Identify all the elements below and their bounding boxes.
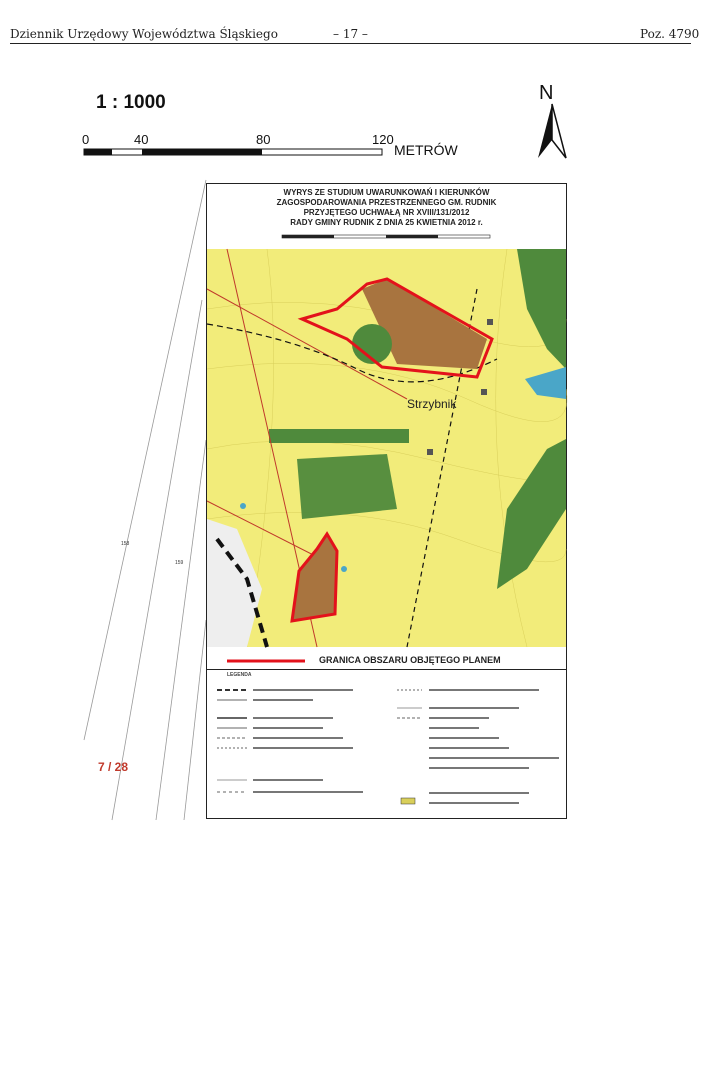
page-reference: 7 / 28	[98, 760, 129, 774]
scale-tick-0: 0	[82, 132, 90, 147]
panel-title-line-4: RADY GMINY RUDNIK Z DNIA 25 KWIETNIA 2012 r.	[290, 218, 483, 227]
boundary-legend-label: GRANICA OBSZARU OBJĘTEGO PLANEM	[319, 655, 501, 665]
panel-mini-scale	[282, 234, 492, 240]
header-page-number: – 17 –	[333, 27, 368, 41]
scale-bar	[84, 148, 384, 158]
study-extract-panel	[206, 183, 567, 819]
forest-block	[297, 454, 397, 519]
boundary-legend-sample	[227, 658, 307, 664]
scale-tick-80: 80	[256, 132, 271, 147]
monument-marker-2	[481, 389, 487, 395]
panel-title-line-2: ZAGOSPODAROWANIA PRZESTRZENNEGO GM. RUDNIK	[276, 198, 497, 207]
scale-unit: METRÓW	[394, 142, 458, 158]
legend	[207, 669, 566, 819]
study-map	[207, 249, 566, 647]
panel-title-line-1: WYRYS ZE STUDIUM UWARUNKOWAŃ I KIERUNKÓW	[283, 188, 490, 197]
water-point-2	[341, 566, 347, 572]
north-label: N	[539, 82, 554, 104]
legend-symbols	[207, 670, 566, 819]
legend-heading: LEGENDA	[227, 672, 252, 678]
monument-marker	[487, 319, 493, 325]
scale-ratio: 1 : 1000	[96, 92, 166, 113]
water-point	[240, 503, 246, 509]
scale-tick-40: 40	[134, 132, 149, 147]
header-journal: Dziennik Urzędowy Województwa Śląskiego	[10, 27, 278, 41]
panel-title-line-3: PRZYJĘTEGO UCHWAŁĄ NR XVIII/131/2012	[303, 208, 470, 217]
forest-parcel	[269, 429, 409, 443]
parcel-number-159: 159	[175, 560, 184, 566]
panel-title	[207, 188, 566, 228]
header-rule	[10, 43, 691, 44]
header-position: Poz. 4790	[640, 27, 700, 41]
monument-marker-3	[427, 449, 433, 455]
background-lines	[84, 180, 206, 820]
map-sheet	[84, 60, 619, 817]
parcel-number-158: 158	[121, 541, 130, 547]
scale-tick-120: 120	[372, 132, 394, 147]
town-label: Strzybnik	[407, 397, 457, 411]
